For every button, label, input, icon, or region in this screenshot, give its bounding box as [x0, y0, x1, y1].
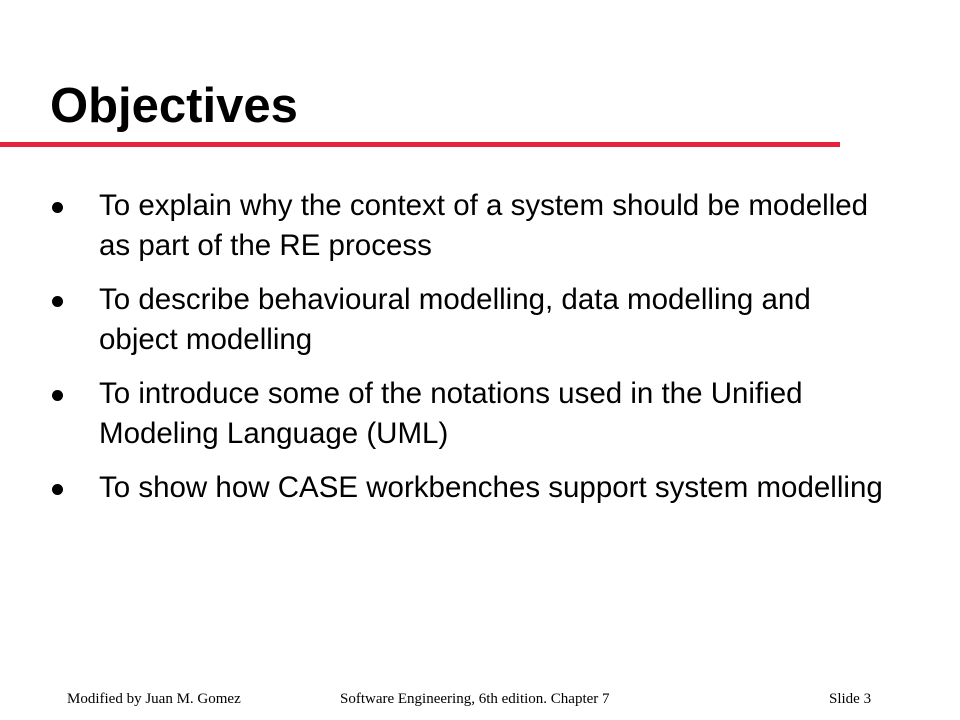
list-item: [0, 280, 960, 360]
footer-author: Modified by Juan M. Gomez: [67, 691, 241, 707]
title-underline: [0, 142, 840, 147]
bullet-text: To describe behavioural modelling, data modelling and object modelling: [99, 283, 811, 356]
bullet-icon: [52, 296, 63, 307]
footer-slide-number: Slide 3: [829, 691, 872, 707]
bullet-icon: [52, 484, 63, 495]
bullet-icon: [52, 202, 63, 213]
bullet-icon: [52, 390, 63, 401]
slide-title: Objectives: [50, 79, 298, 133]
list-item: [0, 374, 960, 454]
list-item: [0, 468, 960, 508]
bullet-text: To show how CASE workbenches support system modelling: [99, 471, 883, 504]
slide-footer: [0, 689, 960, 709]
bullet-text: To explain why the context of a system should be modelled as part of the RE process: [99, 189, 869, 262]
objectives-list: [0, 186, 960, 522]
footer-book-title: Software Engineering, 6th edition. Chapter 7: [340, 691, 610, 707]
list-item: [0, 186, 960, 266]
bullet-text: To introduce some of the notations used in the Unified Modeling Language (UML): [99, 377, 803, 450]
